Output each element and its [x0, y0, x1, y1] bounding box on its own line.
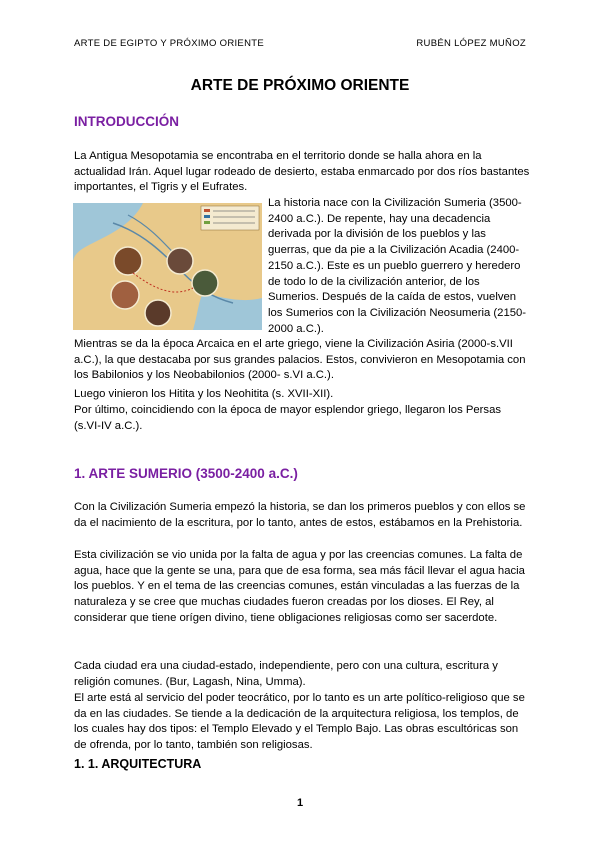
mesopotamia-map-image — [73, 203, 262, 330]
section-1-paragraph-3: Cada ciudad era una ciudad-estado, independiente, pero con una cultura, escritura y religión comunes. (Bur, Lagash, Nina, Umma). — [74, 660, 498, 688]
subsection-heading: 1. 1. ARQUITECTURA — [74, 757, 202, 771]
page-number: 1 — [296, 797, 304, 809]
header-right: RUBÉN LÓPEZ MUÑOZ — [416, 38, 526, 49]
intro-paragraph-3: Mientras se da la época Arcaica en el arte griego, viene la Civilización Asiria (2000-s.VII a.C.), la que destacaba por sus grandes palacios. Estos, convivieron en Mesopotamia con los Babilonios y los Neobabilonios (2000- s.VI a.C.). — [74, 338, 526, 382]
header-left: ARTE DE EGIPTO Y PRÓXIMO ORIENTE — [74, 38, 264, 49]
section-1-heading: 1. ARTE SUMERIO (3500-2400 a.C.) — [74, 466, 298, 481]
section-1-paragraph-1: Con la Civilización Sumeria empezó la historia, se dan los primeros pueblos y con ellos se da el nacimiento de la escritura, por lo tanto, antes de estos, estábamos en la Prehistoria. — [74, 501, 526, 529]
section-1-paragraph-4: El arte está al servicio del poder teocrático, por lo tanto es un arte político-religioso que se da en las ciudades. Se tiende a la dedicación de la arquitectura religiosa, los templos, de los cuales hay dos tipos: el Templo Elevado y el Templo Bajo. Las obras escultóricas son de ofrenda, por lo tanto, también son religiosas. — [74, 692, 525, 752]
intro-paragraph-4: Luego vinieron los Hitita y los Neohitita (s. XVII-XII). — [74, 388, 334, 400]
section-1-paragraph-2: Esta civilización se vio unida por la falta de agua y por las creencias comunes. La falta de agua, hace que la gente se una, para que de esa forma, sea más fácil llevar el agua hacia los pueblos. Y en el tema de las creencias comunes, están vinculadas a las fuerzas de la naturaleza y se cree que muchas ciudades fueron creadas por los dioses. El Rey, al considerar que tiene orígen divino, tiene obligaciones religiosas como ser sacerdote. — [74, 549, 525, 624]
intro-paragraph-2: La historia nace con la Civilización Sumeria (3500-2400 a.C.). De repente, hay una decadencia derivada por la división de los pueblos y las guerras, que da pie a la Civilización Acadia (2400-2150 a.C.). Este es un pueblo guerrero y heredero de todo lo de la civilización anterior, de los Sumerios. Después de la caída de estos, vuelven los Sumerios con la Civilización Neosumeria (2150-2000 a.C.). — [268, 197, 527, 335]
intro-paragraph-1: La Antigua Mesopotamia se encontraba en el territorio donde se halla ahora en la actualidad Irán. Aquel lugar rodeado de desierto, estaba enmarcado por dos ríos bastantes importantes, el Tigris y el Eufrates. — [74, 150, 530, 194]
intro-paragraph-5: Por último, coincidiendo con la época de mayor esplendor griego, llegaron los Persas (s.VI-IV a.C.). — [74, 404, 502, 432]
page-title: ARTE DE PRÓXIMO ORIENTE — [190, 77, 410, 94]
intro-heading: INTRODUCCIÓN — [74, 114, 179, 129]
